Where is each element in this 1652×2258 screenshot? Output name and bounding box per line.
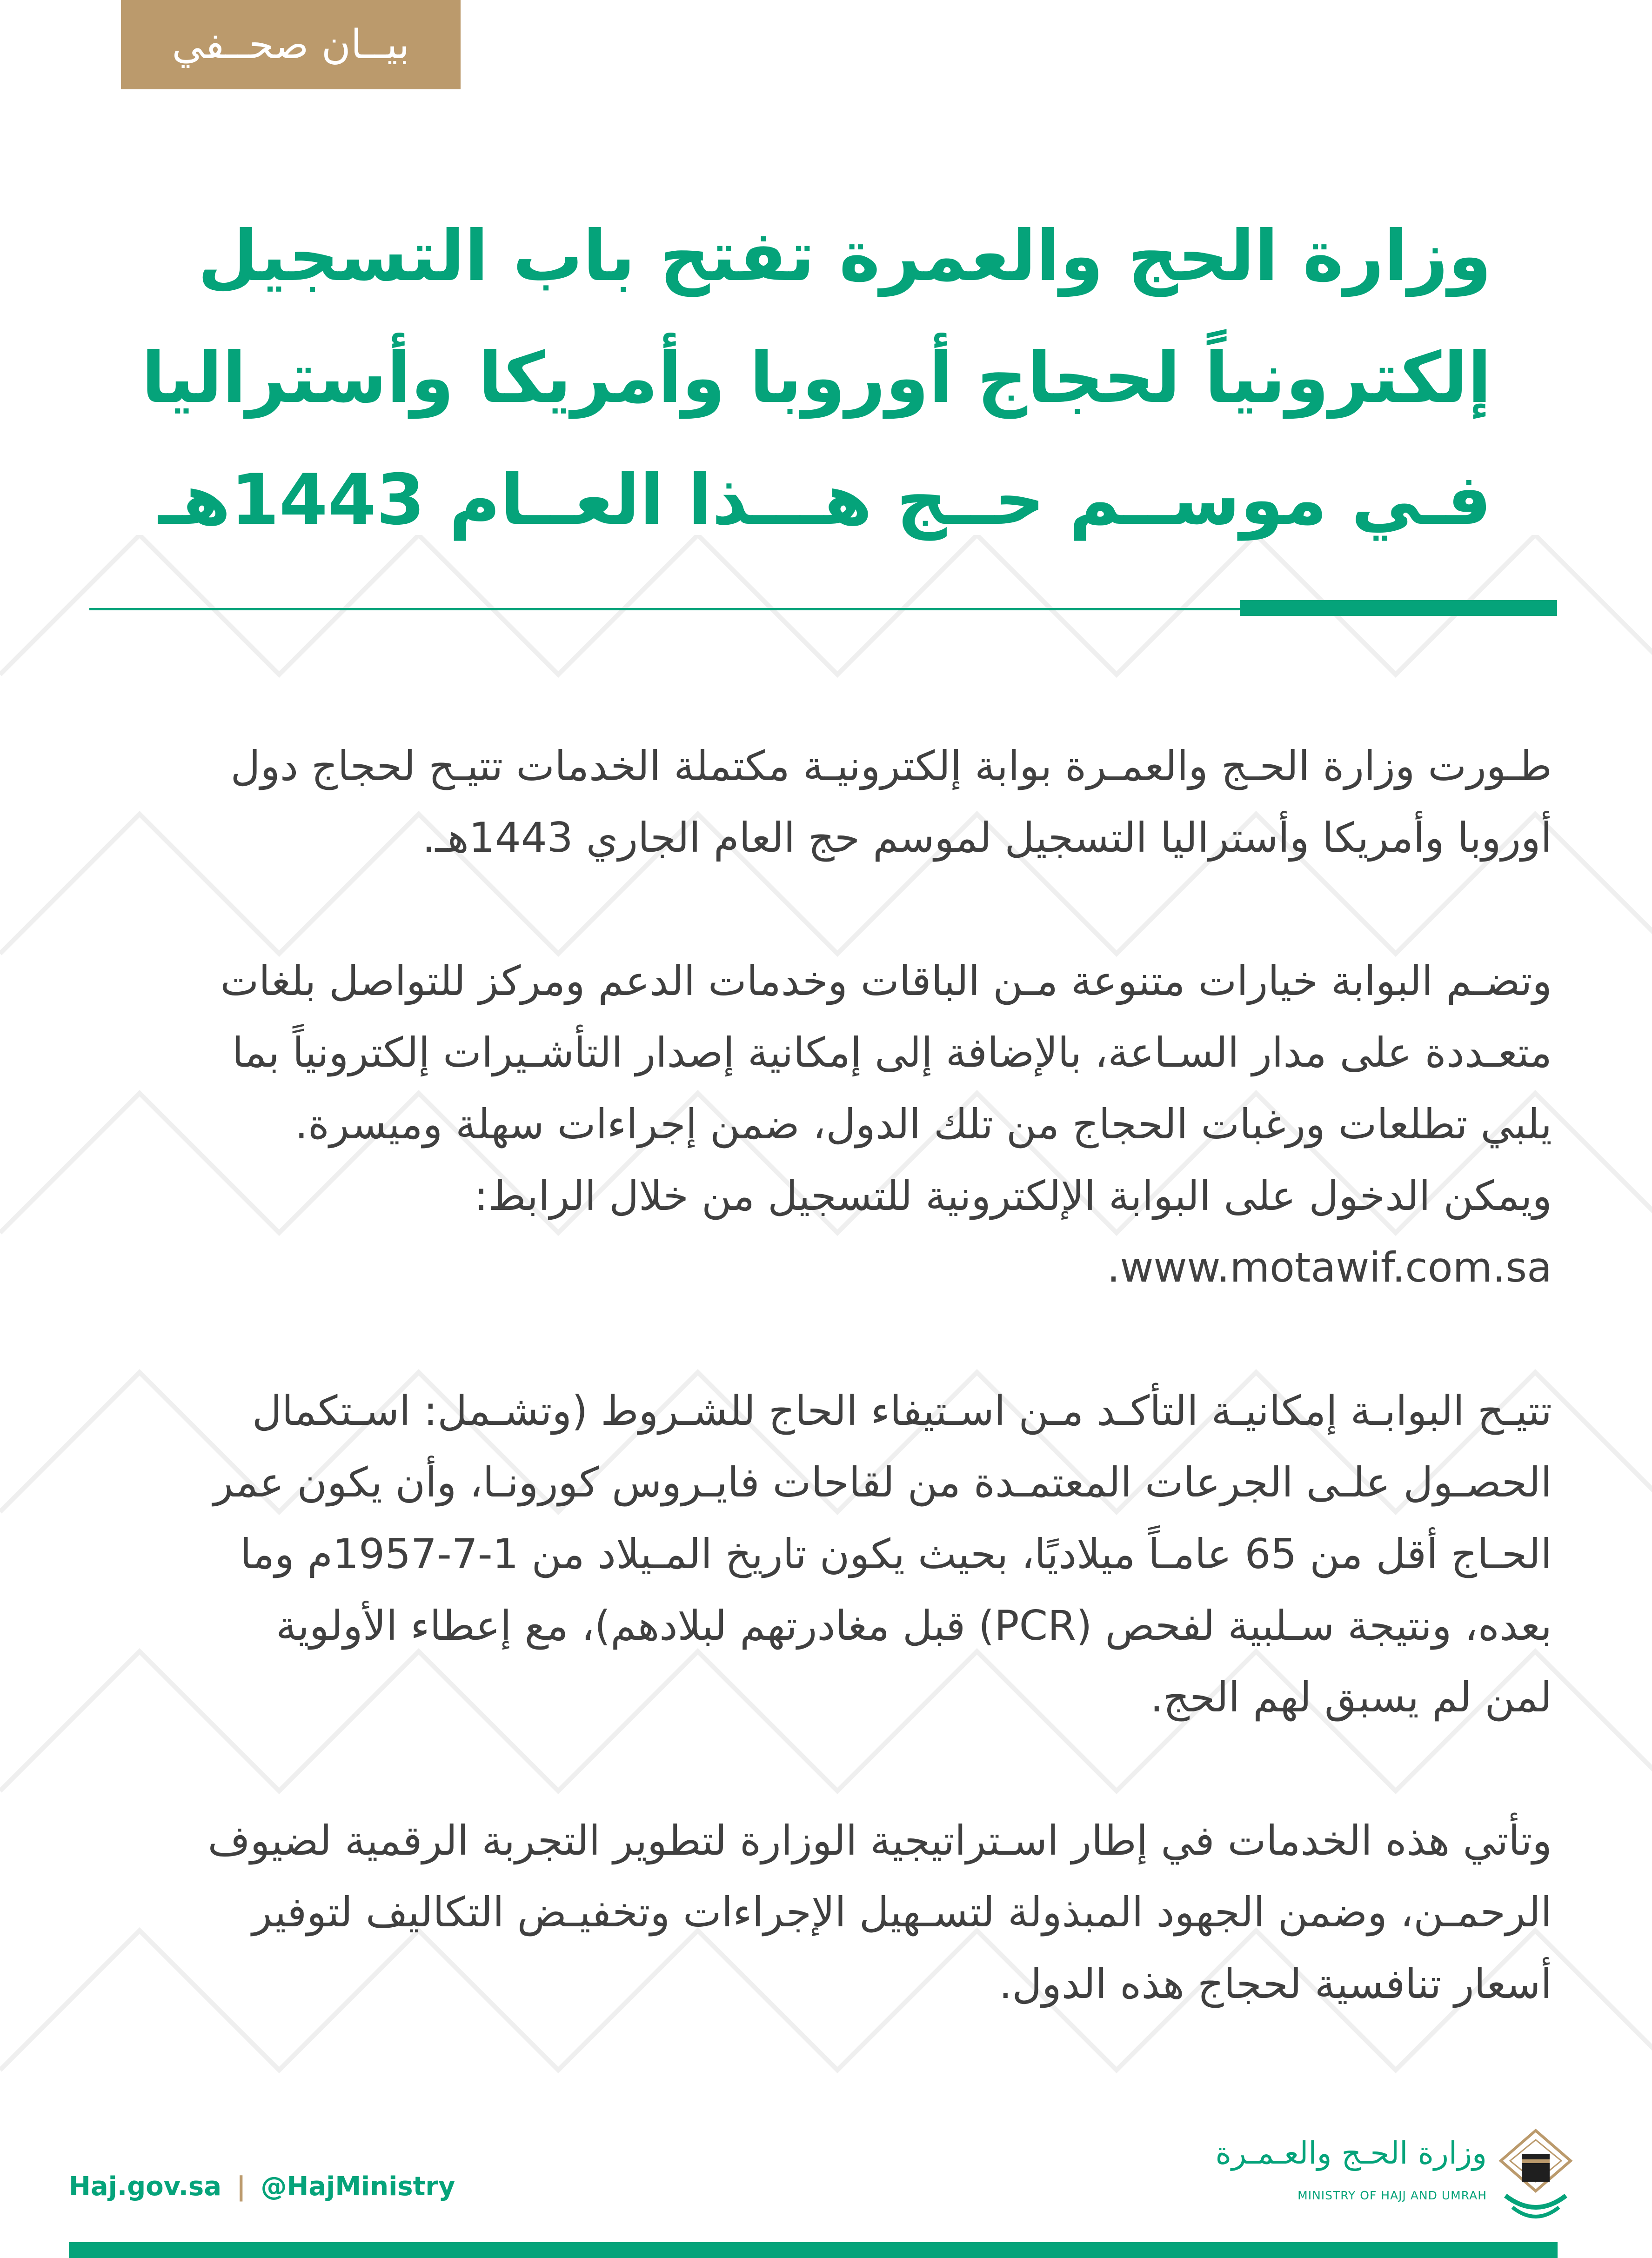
logo-arabic-text: وزارة الحـج والعـمـرة xyxy=(1215,2135,1487,2171)
paragraph-line: أوروبا وأمريكا وأستراليا التسجيل لموسم حج العام الجاري 1443هـ. xyxy=(422,814,1552,862)
headline-line-2: إلكترونياً لحجاج أوروبا وأمريكا وأستراليا xyxy=(141,338,1491,419)
social-handle-link[interactable]: @HajMinistry xyxy=(261,2171,455,2202)
ministry-logo xyxy=(1215,2126,1575,2238)
paragraph-line: يلبي تطلعات ورغبات الحجاج من تلك الدول، ضمن إجراءات سهلة وميسرة. xyxy=(294,1100,1552,1148)
divider-accent xyxy=(1240,600,1557,616)
bottom-bar xyxy=(69,2242,1558,2258)
website-link[interactable]: Haj.gov.sa xyxy=(69,2171,222,2202)
paragraph-3 xyxy=(114,1375,1552,1733)
body-text xyxy=(114,730,1552,2091)
paragraph-line: الرحمـن، وضمن الجهود المبذولة لتسـهيل الإجراءات وتخفيـض التكاليف لتوفير xyxy=(252,1888,1552,1936)
press-release-tag: بيــان صحــفي xyxy=(121,0,461,89)
paragraph-2 xyxy=(114,945,1552,1303)
paragraph-line: وتأتي هذه الخدمات في إطار اسـتراتيجية الوزارة لتطوير التجربة الرقمية لضيوف xyxy=(207,1817,1552,1864)
paragraph-line: وتضـم البوابة خيارات متنوعة مـن الباقات وخدمات الدعم ومركز للتواصل بلغات xyxy=(220,957,1552,1005)
footer-separator: | xyxy=(236,2171,246,2202)
paragraph-line: الحـاج أقل من 65 عامـاً ميلاديًا، بحيث يكون تاريخ المـيلاد من 1-7-1957م وما xyxy=(240,1530,1552,1578)
paragraph-line: أسعار تنافسية لحجاج هذه الدول. xyxy=(999,1960,1552,2008)
logo-english-text: MINISTRY OF HAJJ AND UMRAH xyxy=(1298,2189,1487,2202)
paragraph-line: طـورت وزارة الحـج والعمـرة بوابة إلكترونيـة مكتملة الخدمات تتيـح لحجاج دول xyxy=(230,742,1552,790)
portal-link[interactable]: www.motawif.com.sa. xyxy=(1107,1243,1552,1291)
headline-line-3: فـي موســم حــج هـــذا العــام 1443هـ xyxy=(158,460,1491,541)
paragraph-4 xyxy=(114,1805,1552,2020)
paragraph-line: لمن لم يسبق لهم الحج. xyxy=(1150,1673,1552,1721)
headline-line-1: وزارة الحج والعمرة تفتح باب التسجيل xyxy=(198,216,1491,297)
paragraph-line: بعده، ونتيجة سـلبية لفحص (PCR) قبل مغادرتهم لبلادهم)، مع إعطاء الأولوية xyxy=(276,1602,1552,1650)
paragraph-line: الحصـول علـى الجرعات المعتمـدة من لقاحات فايـروس كورونـا، وأن يكون عمر xyxy=(213,1458,1552,1506)
footer-links xyxy=(69,2171,455,2202)
divider-thin xyxy=(89,608,1243,610)
paragraph-line: متعـددة على مدار السـاعة، بالإضافة إلى إمكانية إصدار التأشـيرات إلكترونياً بما xyxy=(232,1029,1552,1076)
headline xyxy=(142,195,1491,561)
kaaba-emblem-icon xyxy=(1496,2126,1575,2228)
paragraph-1 xyxy=(114,730,1552,874)
paragraph-line: تتيـح البوابـة إمكانيـة التأكـد مـن اسـتيفاء الحاج للشـروط (وتشـمل: اسـتكمال xyxy=(252,1387,1552,1435)
paragraph-line: ويمكن الدخول على البوابة الإلكترونية للتسجيل من خلال الرابط: xyxy=(474,1172,1552,1220)
